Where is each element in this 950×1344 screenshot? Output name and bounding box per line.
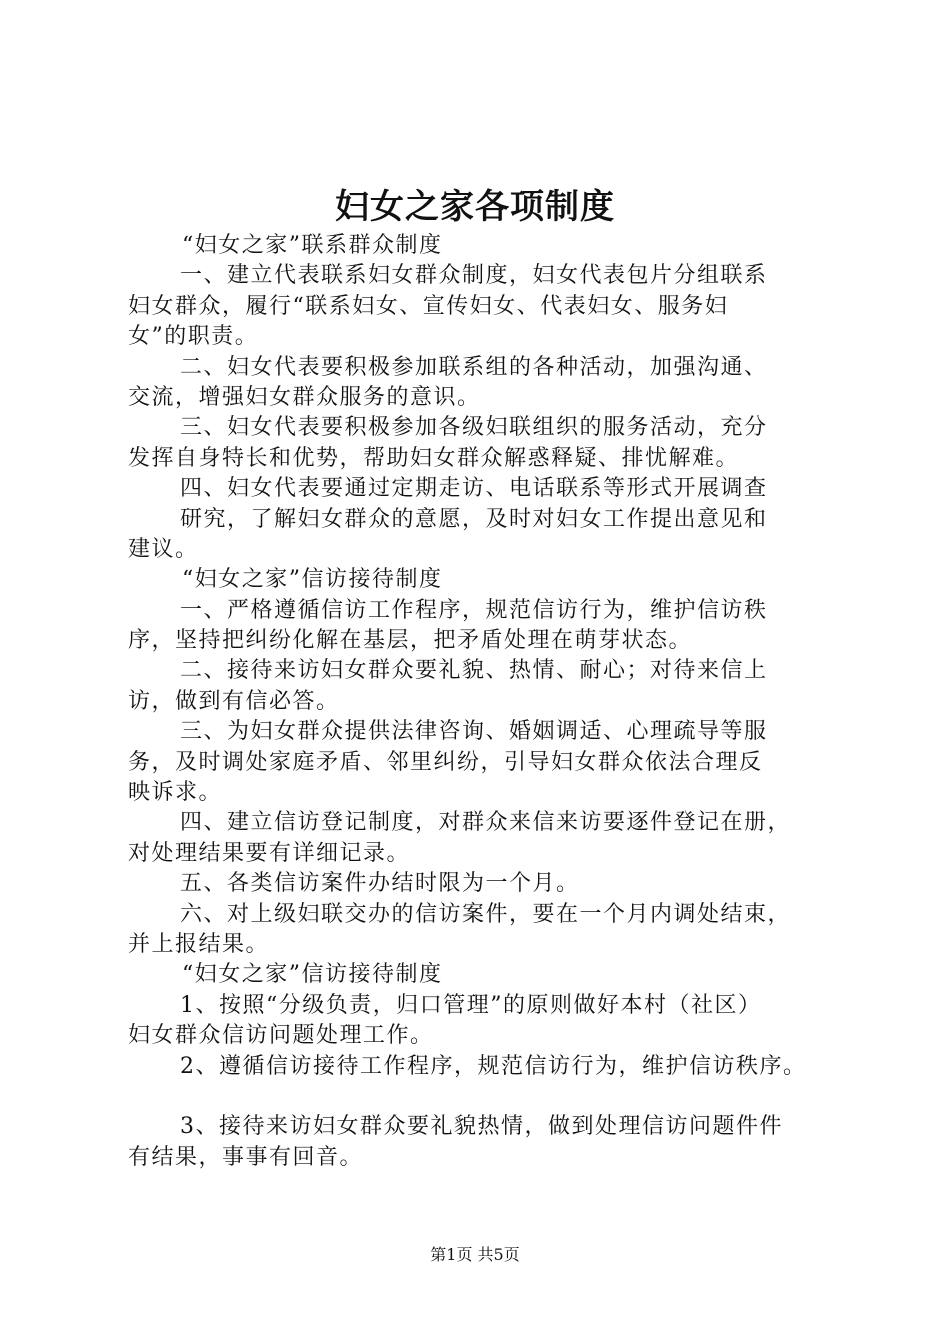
paragraph-line: 发挥自身特长和优势，帮助妇女群众解惑释疑、排忧解难。 [128,445,740,471]
paragraph-line: 女”的职责。 [128,324,259,350]
paragraph-line: 妇女群众，履行“联系妇女、宣传妇女、代表妇女、服务妇 [128,293,729,319]
section-heading: “妇女之家”信访接待制度 [182,962,443,988]
blank-line [128,1082,858,1112]
paragraph-line: 四、妇女代表要通过定期走访、电话联系等形式开展调查 [180,476,768,502]
paragraph-line: 3、接待来访妇女群众要礼貌热情，做到处理信访问题件件 [180,1114,783,1140]
paragraph-line: 三、妇女代表要积极参加各级妇联组织的服务活动，充分 [180,415,768,441]
paragraph-line: 一、严格遵循信访工作程序，规范信访行为，维护信访秩 [180,597,768,623]
paragraph-line: 交流，增强妇女群众服务的意识。 [128,384,481,410]
paragraph-line: 2、遵循信访接待工作程序，规范信访行为，维护信访秩序。 [180,1053,807,1079]
paragraph-line: 有结果，事事有回音。 [128,1144,364,1170]
page-number-footer: 第1页 共5页 [430,1245,520,1264]
paragraph-line: 序，坚持把纠纷化解在基层，把矛盾处理在萌芽状态。 [128,628,693,654]
paragraph-line: 访，做到有信必答。 [128,688,340,714]
paragraph-line: 二、接待来访妇女群众要礼貌、热情、耐心；对待来信上 [180,658,768,684]
paragraph-line: 一、建立代表联系妇女群众制度，妇女代表包片分组联系 [180,263,768,289]
section-heading: “妇女之家”联系群众制度 [182,233,443,258]
paragraph-line: 四、建立信访登记制度，对群众来信来访要逐件登记在册， [180,810,792,836]
paragraph-line: 务，及时调处家庭矛盾、邻里纠纷，引导妇女群众依法合理反 [128,749,763,775]
paragraph-line: 建议。 [128,536,199,562]
paragraph-line: 六、对上级妇联交办的信访案件，要在一个月内调处结束， [180,901,792,927]
section-heading: “妇女之家”信访接待制度 [182,567,443,593]
paragraph-line: 三、为妇女群众提供法律咨询、婚姻调适、心理疏导等服 [180,719,768,745]
document-title: 妇女之家各项制度 [335,187,615,227]
document-body [128,231,858,1173]
paragraph-line: 对处理结果要有详细记录。 [128,840,411,866]
paragraph-line: 研究，了解妇女群众的意愿，及时对妇女工作提出意见和 [180,506,768,532]
paragraph-line: 五、各类信访案件办结时限为一个月。 [180,871,580,897]
paragraph-line: 映诉求。 [128,780,223,806]
paragraph-line: 妇女群众信访问题处理工作。 [128,1023,434,1049]
paragraph-line: 二、妇女代表要积极参加联系组的各种活动，加强沟通、 [180,354,768,380]
paragraph-line: 并上报结果。 [128,931,270,957]
paragraph-line: 1、按照“分级负责，归口管理”的原则做好本村（社区） [180,992,762,1018]
